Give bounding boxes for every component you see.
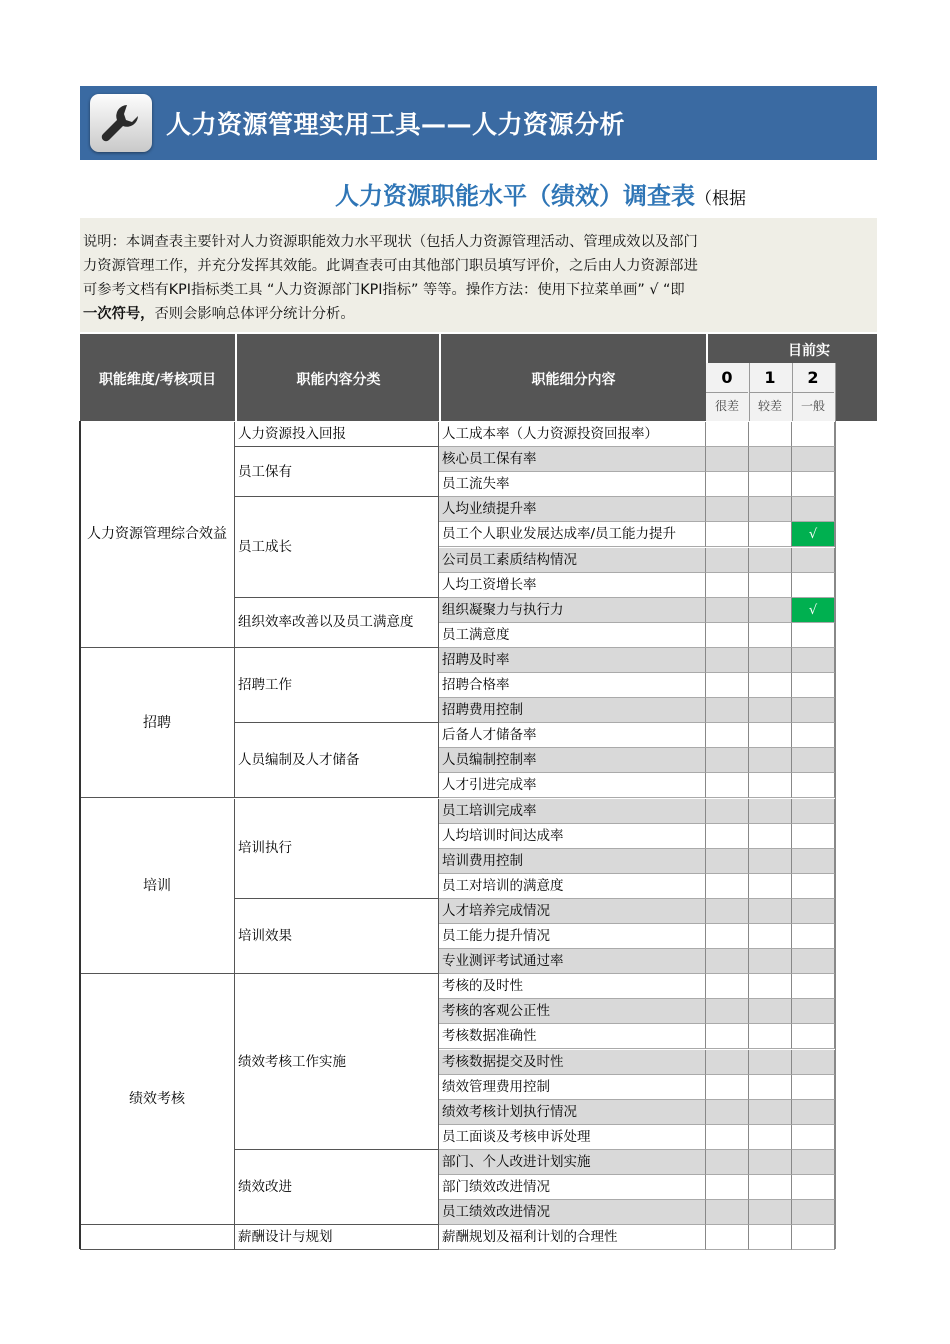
score-cell[interactable] — [706, 497, 749, 522]
score-cell[interactable] — [792, 899, 835, 924]
category-cell: 招聘工作 — [235, 648, 439, 723]
score-cell[interactable] — [749, 497, 792, 522]
score-cell[interactable] — [706, 1200, 749, 1225]
detail-cell: 员工绩效改进情况 — [439, 1200, 706, 1225]
score-cell[interactable] — [749, 1075, 792, 1100]
score-cell[interactable] — [749, 698, 792, 723]
category-cell: 培训效果 — [235, 899, 439, 974]
score-cell[interactable] — [749, 673, 792, 698]
score-cell[interactable]: √ — [792, 598, 835, 623]
score-cell[interactable] — [706, 723, 749, 748]
scale-value: 0 — [706, 363, 748, 393]
detail-cell: 员工对培训的满意度 — [439, 874, 706, 899]
score-cell[interactable] — [792, 949, 835, 974]
score-cell[interactable] — [706, 799, 749, 824]
detail-cell: 人员编制控制率 — [439, 748, 706, 773]
category-cell: 绩效改进 — [235, 1150, 439, 1225]
score-cell[interactable] — [749, 1050, 792, 1075]
score-cell[interactable] — [749, 748, 792, 773]
score-cell[interactable] — [749, 1175, 792, 1200]
score-cell[interactable] — [706, 598, 749, 623]
score-cell[interactable] — [749, 1125, 792, 1150]
score-cell[interactable] — [706, 1100, 749, 1125]
score-cell[interactable] — [706, 673, 749, 698]
category-cell: 人员编制及人才储备 — [235, 723, 439, 798]
score-cell[interactable] — [792, 1175, 835, 1200]
table-right-edge — [835, 421, 836, 1249]
score-cell[interactable] — [749, 723, 792, 748]
detail-cell: 后备人才储备率 — [439, 723, 706, 748]
header-detail: 职能细分内容 — [531, 372, 616, 388]
description-rest: 否则会影响总体评分统计分析。 — [154, 306, 355, 322]
detail-cell: 考核的及时性 — [439, 974, 706, 999]
detail-cell: 招聘费用控制 — [439, 698, 706, 723]
score-cell[interactable] — [792, 1100, 835, 1125]
score-cell[interactable] — [706, 1024, 749, 1049]
score-cell[interactable] — [792, 548, 835, 573]
detail-cell: 人均业绩提升率 — [439, 497, 706, 522]
detail-cell: 专业测评考试通过率 — [439, 949, 706, 974]
score-cell[interactable] — [706, 1050, 749, 1075]
score-cell[interactable]: √ — [792, 522, 835, 547]
dimension-cell: 培训 — [80, 799, 235, 975]
score-cell[interactable] — [749, 598, 792, 623]
detail-cell: 薪酬规划及福利计划的合理性 — [439, 1225, 706, 1250]
score-cell[interactable] — [749, 1100, 792, 1125]
scale-value: 1 — [749, 363, 791, 393]
detail-cell: 培训费用控制 — [439, 849, 706, 874]
header-current-level: 目前实 — [788, 343, 830, 359]
score-cell[interactable] — [706, 447, 749, 472]
score-cell[interactable] — [792, 648, 835, 673]
score-cell[interactable] — [749, 548, 792, 573]
description-bold: 一次符号， — [83, 306, 155, 322]
score-cell[interactable] — [706, 573, 749, 598]
detail-cell: 公司员工素质结构情况 — [439, 548, 706, 573]
score-cell[interactable] — [706, 422, 749, 447]
score-cell[interactable] — [749, 824, 792, 849]
detail-cell: 绩效管理费用控制 — [439, 1075, 706, 1100]
category-cell: 薪酬设计与规划 — [235, 1225, 439, 1250]
score-cell[interactable] — [792, 1125, 835, 1150]
score-cell[interactable] — [792, 447, 835, 472]
score-cell[interactable] — [749, 899, 792, 924]
score-cell[interactable] — [792, 974, 835, 999]
category-cell: 绩效考核工作实施 — [235, 974, 439, 1150]
score-cell[interactable] — [749, 1150, 792, 1175]
detail-cell: 人才培养完成情况 — [439, 899, 706, 924]
scale-value: 2 — [792, 363, 834, 393]
score-cell[interactable] — [749, 522, 792, 547]
banner-title: 人力资源管理实用工具——人力资源分析 — [166, 110, 626, 139]
detail-cell: 部门、个人改进计划实施 — [439, 1150, 706, 1175]
category-cell: 员工成长 — [235, 497, 439, 597]
detail-cell: 考核数据提交及时性 — [439, 1050, 706, 1075]
detail-cell: 部门绩效改进情况 — [439, 1175, 706, 1200]
detail-cell: 组织凝聚力与执行力 — [439, 598, 706, 623]
detail-cell: 员工满意度 — [439, 623, 706, 648]
score-cell[interactable] — [792, 723, 835, 748]
dimension-cell: 绩效考核 — [80, 974, 235, 1225]
score-cell[interactable] — [706, 1225, 749, 1250]
score-cell[interactable] — [706, 874, 749, 899]
score-cell[interactable] — [749, 874, 792, 899]
detail-cell: 人均工资增长率 — [439, 573, 706, 598]
score-cell[interactable] — [706, 698, 749, 723]
detail-cell: 招聘及时率 — [439, 648, 706, 673]
scale-label: 一般 — [800, 399, 825, 413]
score-cell[interactable] — [792, 773, 835, 798]
header-dimension: 职能维度/考核项目 — [98, 372, 217, 388]
description-line: 说明：本调查表主要针对人力资源职能效力水平现状（包括人力资源管理活动、管理成效以及部门 — [83, 234, 698, 250]
score-cell[interactable] — [749, 1200, 792, 1225]
score-cell[interactable] — [792, 422, 835, 447]
detail-cell: 招聘合格率 — [439, 673, 706, 698]
score-cell[interactable] — [792, 673, 835, 698]
score-cell[interactable] — [792, 1050, 835, 1075]
description-line: 力资源管理工作，并充分发挥其效能。此调查表可由其他部门职员填写评价，之后由人力资源部进 — [83, 258, 698, 274]
score-cell[interactable] — [792, 472, 835, 497]
score-cell[interactable] — [749, 648, 792, 673]
score-cell[interactable] — [706, 999, 749, 1024]
detail-cell: 员工培训完成率 — [439, 799, 706, 824]
score-cell[interactable] — [792, 497, 835, 522]
score-cell[interactable] — [749, 447, 792, 472]
score-cell[interactable] — [749, 1024, 792, 1049]
score-cell[interactable] — [792, 874, 835, 899]
score-cell[interactable] — [792, 1200, 835, 1225]
category-cell: 组织效率改善以及员工满意度 — [235, 598, 439, 648]
category-cell: 人力资源投入回报 — [235, 422, 439, 447]
score-cell[interactable] — [706, 1150, 749, 1175]
score-cell[interactable] — [706, 1175, 749, 1200]
score-cell[interactable] — [749, 422, 792, 447]
score-cell[interactable] — [749, 1225, 792, 1250]
score-cell[interactable] — [749, 573, 792, 598]
category-cell: 培训执行 — [235, 799, 439, 899]
score-cell[interactable] — [706, 522, 749, 547]
score-cell[interactable] — [706, 824, 749, 849]
score-cell[interactable] — [749, 472, 792, 497]
score-cell[interactable] — [792, 924, 835, 949]
detail-cell: 员工流失率 — [439, 472, 706, 497]
score-cell[interactable] — [706, 1075, 749, 1100]
score-cell[interactable] — [749, 849, 792, 874]
detail-cell: 考核数据准确性 — [439, 1024, 706, 1049]
score-cell[interactable] — [706, 974, 749, 999]
score-cell[interactable] — [792, 623, 835, 648]
detail-cell: 人均培训时间达成率 — [439, 824, 706, 849]
score-cell[interactable] — [706, 623, 749, 648]
detail-cell: 考核的客观公正性 — [439, 999, 706, 1024]
score-cell[interactable] — [749, 623, 792, 648]
score-cell[interactable] — [792, 1150, 835, 1175]
survey-title-text: 人力资源职能水平（绩效）调查表 — [335, 182, 695, 210]
score-cell[interactable] — [749, 974, 792, 999]
score-cell[interactable] — [706, 1125, 749, 1150]
detail-cell: 人工成本率（人力资源投资回报率） — [439, 422, 706, 447]
detail-cell: 核心员工保有率 — [439, 447, 706, 472]
score-cell[interactable] — [706, 849, 749, 874]
dimension-cell — [80, 1225, 235, 1250]
score-cell[interactable] — [749, 773, 792, 798]
score-cell[interactable] — [792, 1225, 835, 1250]
score-cell[interactable] — [792, 999, 835, 1024]
score-cell[interactable] — [706, 648, 749, 673]
score-cell[interactable] — [706, 548, 749, 573]
score-cell[interactable] — [749, 999, 792, 1024]
dimension-cell: 人力资源管理综合效益 — [80, 422, 235, 648]
scale-label: 较差 — [757, 399, 782, 413]
scale-label: 很差 — [714, 399, 739, 413]
score-cell[interactable] — [749, 799, 792, 824]
detail-cell: 员工面谈及考核申诉处理 — [439, 1125, 706, 1150]
score-cell[interactable] — [792, 573, 835, 598]
score-cell[interactable] — [706, 748, 749, 773]
score-cell[interactable] — [706, 773, 749, 798]
table-left-border — [79, 421, 81, 1249]
score-cell[interactable] — [792, 849, 835, 874]
score-cell[interactable] — [792, 698, 835, 723]
score-cell[interactable] — [792, 1024, 835, 1049]
detail-cell: 绩效考核计划执行情况 — [439, 1100, 706, 1125]
score-cell[interactable] — [706, 472, 749, 497]
score-cell[interactable] — [792, 1075, 835, 1100]
detail-cell: 人才引进完成率 — [439, 773, 706, 798]
score-cell[interactable] — [749, 924, 792, 949]
description-line: 可参考文档有KPI指标类工具 “人力资源部门KPI指标” 等等。操作方法：使用下拉菜单画” √ “即 — [83, 282, 685, 298]
score-cell[interactable] — [749, 949, 792, 974]
detail-cell: 员工个人职业发展达成率/员工能力提升 — [439, 522, 706, 547]
score-cell[interactable] — [792, 824, 835, 849]
header-category: 职能内容分类 — [296, 372, 381, 388]
score-cell[interactable] — [706, 899, 749, 924]
score-cell[interactable] — [706, 949, 749, 974]
score-cell[interactable] — [792, 799, 835, 824]
score-cell[interactable] — [706, 924, 749, 949]
survey-title-suffix: （根据 — [695, 189, 746, 209]
score-cell[interactable] — [792, 748, 835, 773]
dimension-cell: 招聘 — [80, 648, 235, 799]
category-cell: 员工保有 — [235, 447, 439, 497]
detail-cell: 员工能力提升情况 — [439, 924, 706, 949]
